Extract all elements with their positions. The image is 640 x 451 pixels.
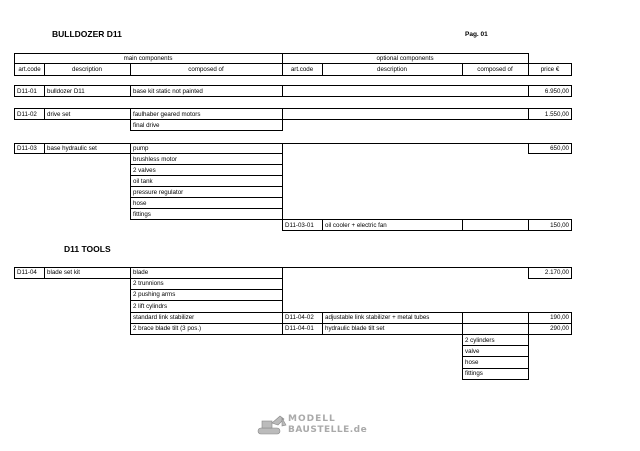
row-composed-of: 2 valves: [133, 167, 156, 174]
optional-description: adjustable link stabilizer + metal tubes: [325, 314, 430, 321]
row-composed-of: 2 lift cylindrs: [133, 303, 168, 310]
row-composed-of: 2 brace blade tilt (3 pos.): [133, 325, 202, 332]
optional-composed-of: 2 cylinders: [465, 337, 495, 344]
optional-price: 190,00: [550, 314, 569, 321]
row-description: bulldozer D11: [47, 88, 85, 95]
row-price: 2.170,00: [544, 269, 569, 276]
optional-composed-of: hose: [465, 359, 479, 366]
row-composed-of: blade: [133, 269, 149, 276]
row-description: base hydraulic set: [47, 145, 97, 152]
header-composed-of: composed of: [188, 66, 224, 73]
row-price: 650,00: [550, 145, 569, 152]
optional-art-code: D11-04-02: [285, 314, 314, 321]
row-composed-of: fittings: [133, 211, 151, 218]
row-description: blade set kit: [47, 269, 81, 276]
row-composed-of: pump: [133, 145, 149, 152]
logo-text-bottom: BAUSTELLE.de: [288, 425, 368, 435]
optional-price: 290,00: [550, 325, 569, 332]
tools-section-title: D11 TOOLS: [64, 244, 111, 254]
logo-text-top: MODELL: [288, 414, 336, 424]
row-composed-of: 2 pushing arms: [133, 291, 176, 298]
document-title: BULLDOZER D11: [52, 29, 122, 39]
company-logo: [256, 413, 386, 439]
row-description: drive set: [47, 111, 71, 118]
optional-composed-of: valve: [465, 348, 480, 355]
row-art-code: D11-03: [17, 145, 37, 152]
header-description: description: [72, 66, 102, 73]
optional-description: hydraulic blade tilt set: [325, 325, 385, 332]
optional-composed-of: fittings: [465, 370, 483, 377]
row-composed-of: oil tank: [133, 178, 153, 185]
header-optional-components: optional components: [376, 55, 434, 62]
optional-price: 150,00: [550, 222, 569, 229]
row-price: 1.550,00: [544, 111, 569, 118]
optional-description: oil cooler + electric fan: [325, 222, 387, 229]
row-art-code: D11-02: [17, 111, 37, 118]
page-number: Pag. 01: [465, 31, 488, 38]
row-composed-of: standard link stabilizer: [133, 314, 195, 321]
row-composed-of: final drive: [133, 122, 160, 129]
row-price: 6.950,00: [544, 88, 569, 95]
header-opt-art-code: art.code: [290, 66, 314, 73]
header-opt-description: description: [377, 66, 407, 73]
optional-art-code: D11-03-01: [285, 222, 314, 229]
optional-art-code: D11-04-01: [285, 325, 314, 332]
row-composed-of: base kit static not painted: [133, 88, 203, 95]
row-composed-of: 2 trunnions: [133, 280, 164, 287]
row-composed-of: faulhaber geared motors: [133, 111, 201, 118]
row-composed-of: pressure regulator: [133, 189, 184, 196]
header-opt-composed-of: composed of: [477, 66, 513, 73]
row-art-code: D11-01: [17, 88, 37, 95]
row-composed-of: brushless motor: [133, 156, 178, 163]
row-composed-of: hose: [133, 200, 147, 207]
header-main-components: main components: [123, 55, 173, 62]
row-art-code: D11-04: [17, 269, 37, 276]
header-art-code: art.code: [18, 66, 41, 73]
header-price: price €: [540, 66, 560, 73]
